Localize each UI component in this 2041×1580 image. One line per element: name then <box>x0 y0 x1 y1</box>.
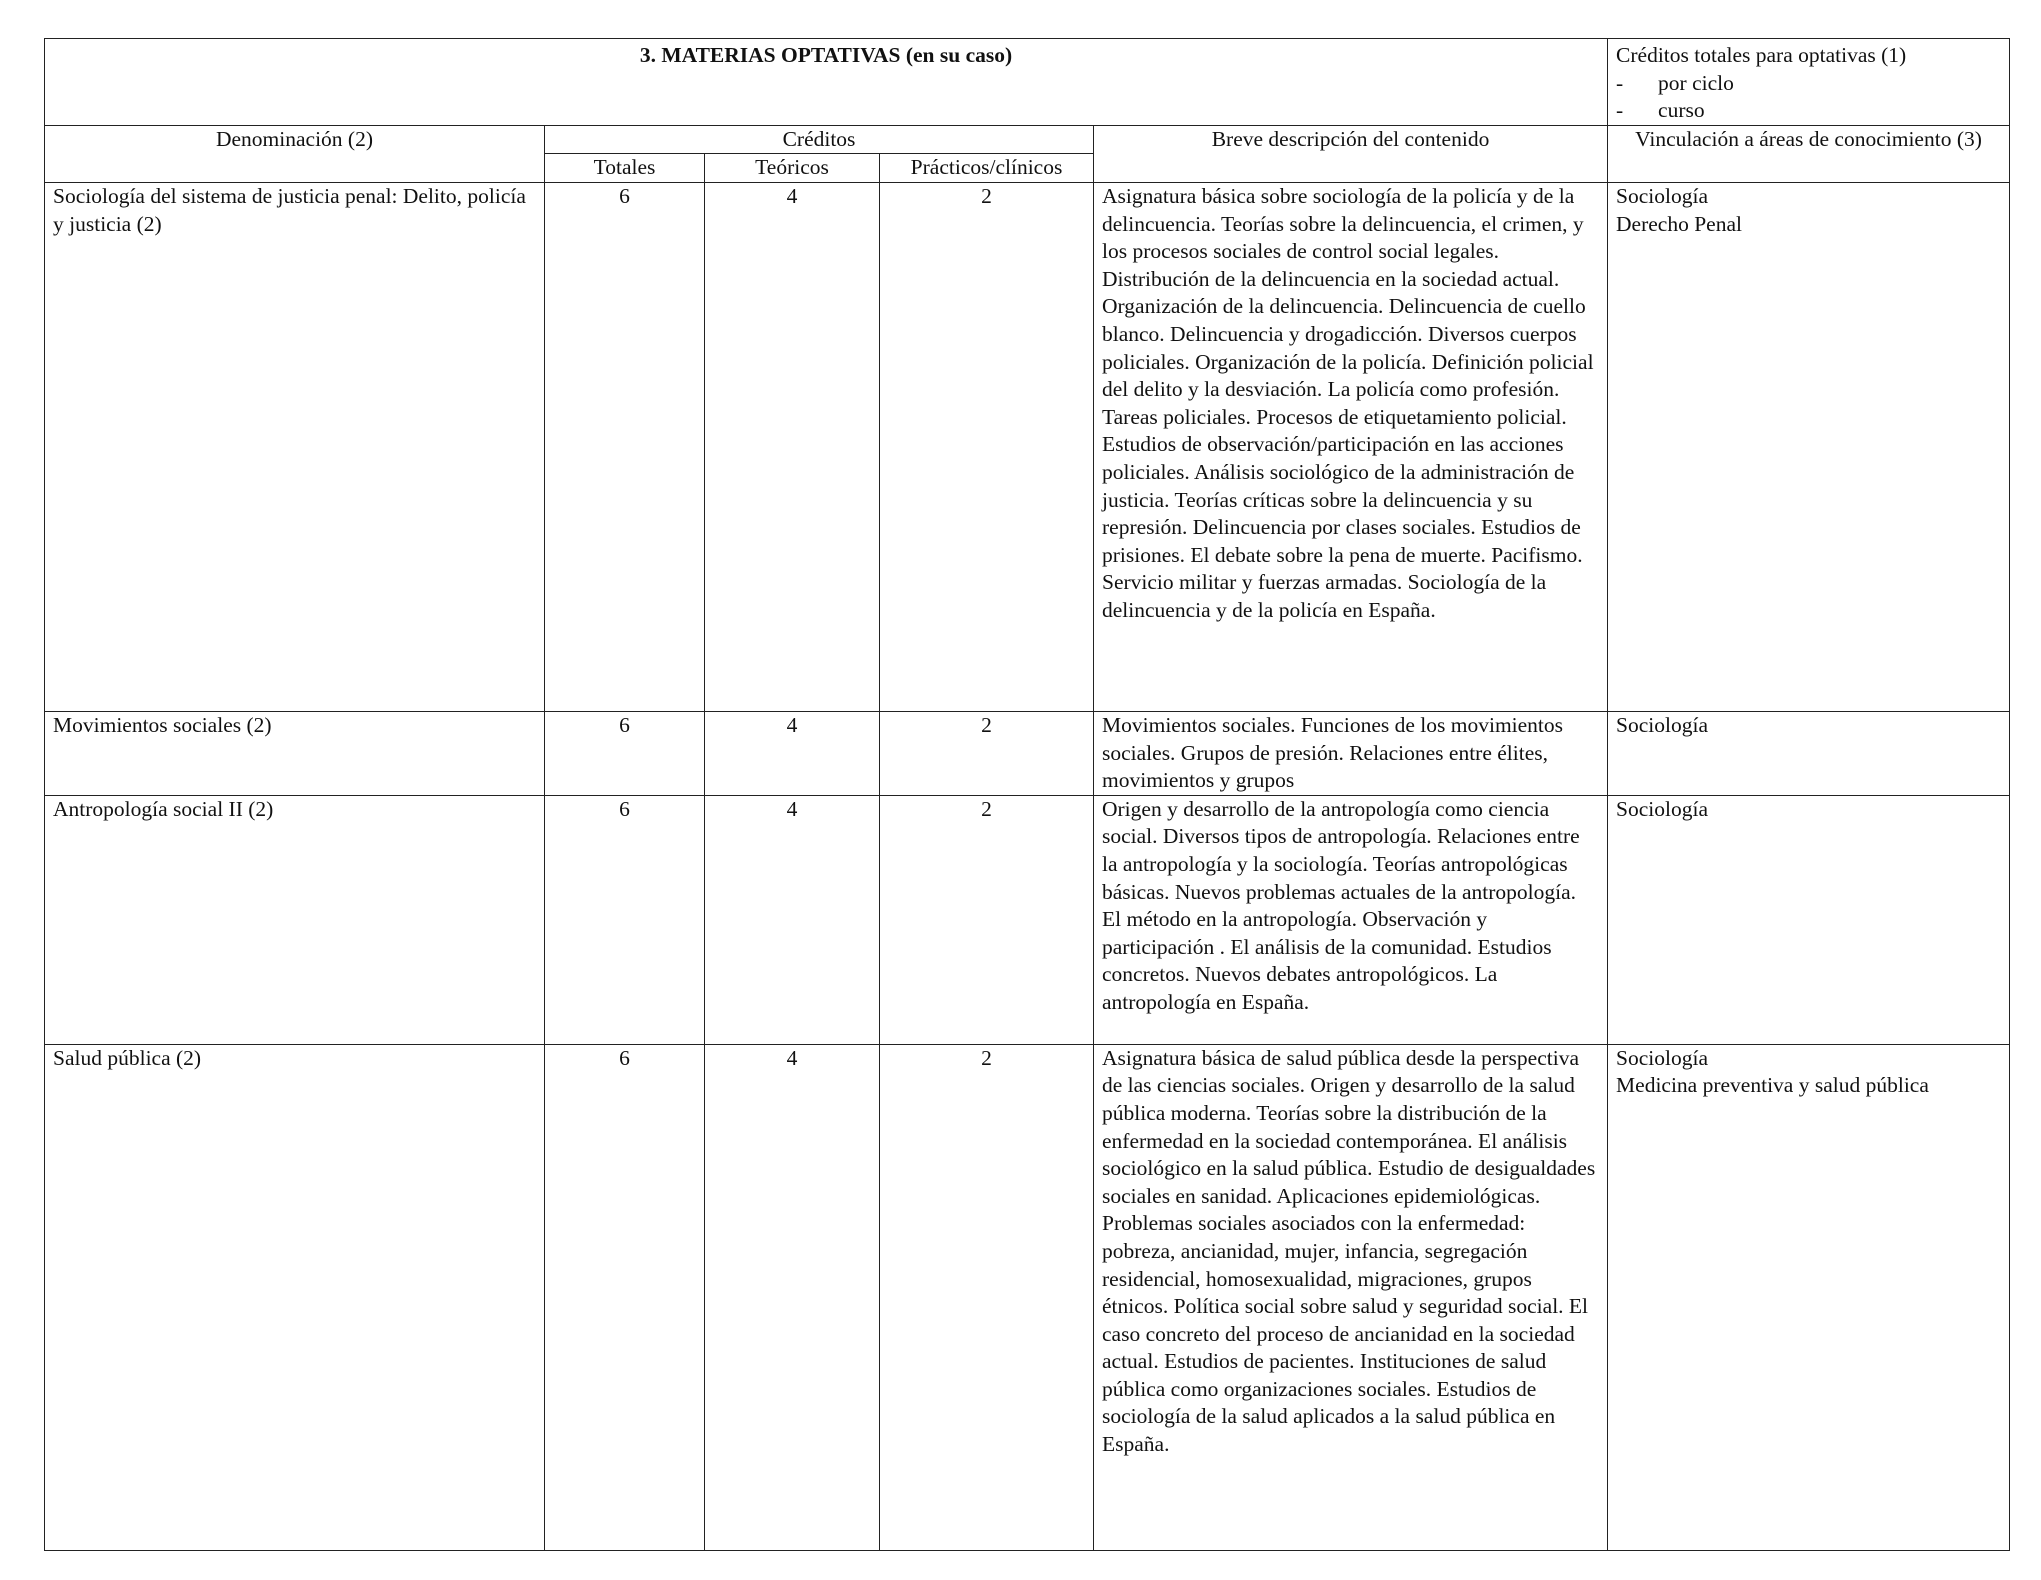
column-header-totales: Totales <box>545 154 705 183</box>
subject-description: Movimientos sociales. Funciones de los movimientos sociales. Grupos de presión. Relaciones entre élites, movimientos y grupos <box>1094 711 1608 795</box>
subject-name: Antropología social II (2) <box>45 795 545 1044</box>
area-item: Sociología <box>1616 796 1708 821</box>
subject-name: Sociología del sistema de justicia penal: Delito, policía y justicia (2) <box>45 182 545 711</box>
table-row <box>45 182 2010 711</box>
column-header-practicos: Prácticos/clínicos <box>880 154 1094 183</box>
optativas-table <box>44 38 2010 1551</box>
area-item: Sociología <box>1616 183 1708 208</box>
credits-teoricos: 4 <box>705 182 880 711</box>
section-title: 3. MATERIAS OPTATIVAS (en su caso) <box>45 39 1608 126</box>
column-header-descripcion: Breve descripción del contenido <box>1094 125 1608 182</box>
subject-areas <box>1608 182 2010 711</box>
column-header-creditos: Créditos <box>545 125 1094 154</box>
credits-totales: 6 <box>545 795 705 1044</box>
column-header-vinculacion: Vinculación a áreas de conocimiento (3) <box>1608 125 2010 182</box>
credits-total-label: Créditos totales para optativas (1) <box>1616 43 1907 67</box>
subject-description: Asignatura básica sobre sociología de la policía y de la delincuencia. Teorías sobre la delincuencia, el crimen, y los procesos sociales de control social legales. Distribución de la delincuencia en la sociedad actual. Organización de la delincuencia. Delincuencia de cuello blanco. Delincuencia y drogadicción. Diversos cuerpos policiales. Organización de la policía. Definición policial del delito y la desviación. La policía como profesión. Tareas policiales. Procesos de etiquetamiento policial. Estudios de observación/participación en las acciones policiales. Análisis sociológico de la administración de justicia. Teorías críticas sobre la delincuencia y su represión. Delincuencia por clases sociales. Estudios de prisiones. El debate sobre la pena de muerte. Pacifismo. Servicio militar y fuerzas armadas. Sociología de la delincuencia y de la policía en España. <box>1094 182 1608 711</box>
subject-areas <box>1608 1044 2010 1550</box>
credits-practicos: 2 <box>880 711 1094 795</box>
area-item: Derecho Penal <box>1616 211 1742 236</box>
credits-teoricos: 4 <box>705 1044 880 1550</box>
credits-practicos: 2 <box>880 1044 1094 1550</box>
area-item: Sociología <box>1616 1045 1708 1070</box>
credits-practicos: 2 <box>880 795 1094 1044</box>
credits-teoricos: 4 <box>705 711 880 795</box>
document-page <box>44 38 2009 1551</box>
credits-total-header <box>1608 39 2010 126</box>
credits-totales: 6 <box>545 182 705 711</box>
column-header-denominacion: Denominación (2) <box>45 125 545 182</box>
credits-total-item: - curso <box>1616 98 1705 123</box>
credits-totales: 6 <box>545 711 705 795</box>
subject-description: Asignatura básica de salud pública desde la perspectiva de las ciencias sociales. Origen y desarrollo de la salud pública moderna. Teorías sobre la distribución de la enfermedad en la sociedad contemporánea. El análisis sociológico en la salud pública. Estudio de desigualdades sociales en sanidad. Aplicaciones epidemiológicas. Problemas sociales asociados con la enfermedad: pobreza, ancianidad, mujer, infancia, segregación residencial, homosexualidad, migraciones, grupos étnicos. Política social sobre salud y seguridad social. El caso concreto del proceso de ancianidad en la sociedad actual. Estudios de pacientes. Instituciones de salud pública como organizaciones sociales. Estudios de sociología de la salud aplicados a la salud pública en España. <box>1094 1044 1608 1550</box>
subject-areas <box>1608 795 2010 1044</box>
subject-description: Origen y desarrollo de la antropología como ciencia social. Diversos tipos de antropología. Relaciones entre la antropología y la sociología. Teorías antropológicas básicas. Nuevos problemas actuales de la antropología. El método en la antropología. Observación y participación . El análisis de la comunidad. Estudios concretos. Nuevos debates antropológicos. La antropología en España. <box>1094 795 1608 1044</box>
area-item: Medicina preventiva y salud pública <box>1616 1073 1929 1098</box>
credits-practicos: 2 <box>880 182 1094 711</box>
credits-teoricos: 4 <box>705 795 880 1044</box>
subject-areas <box>1608 711 2010 795</box>
subject-name: Salud pública (2) <box>45 1044 545 1550</box>
table-row <box>45 1044 2010 1550</box>
credits-totales: 6 <box>545 1044 705 1550</box>
credits-total-item: - por ciclo <box>1616 70 1734 95</box>
credits-total-list <box>1616 70 2001 125</box>
table-row <box>45 711 2010 795</box>
area-item: Sociología <box>1616 712 1708 737</box>
table-row <box>45 795 2010 1044</box>
subject-name: Movimientos sociales (2) <box>45 711 545 795</box>
column-header-teoricos: Teóricos <box>705 154 880 183</box>
